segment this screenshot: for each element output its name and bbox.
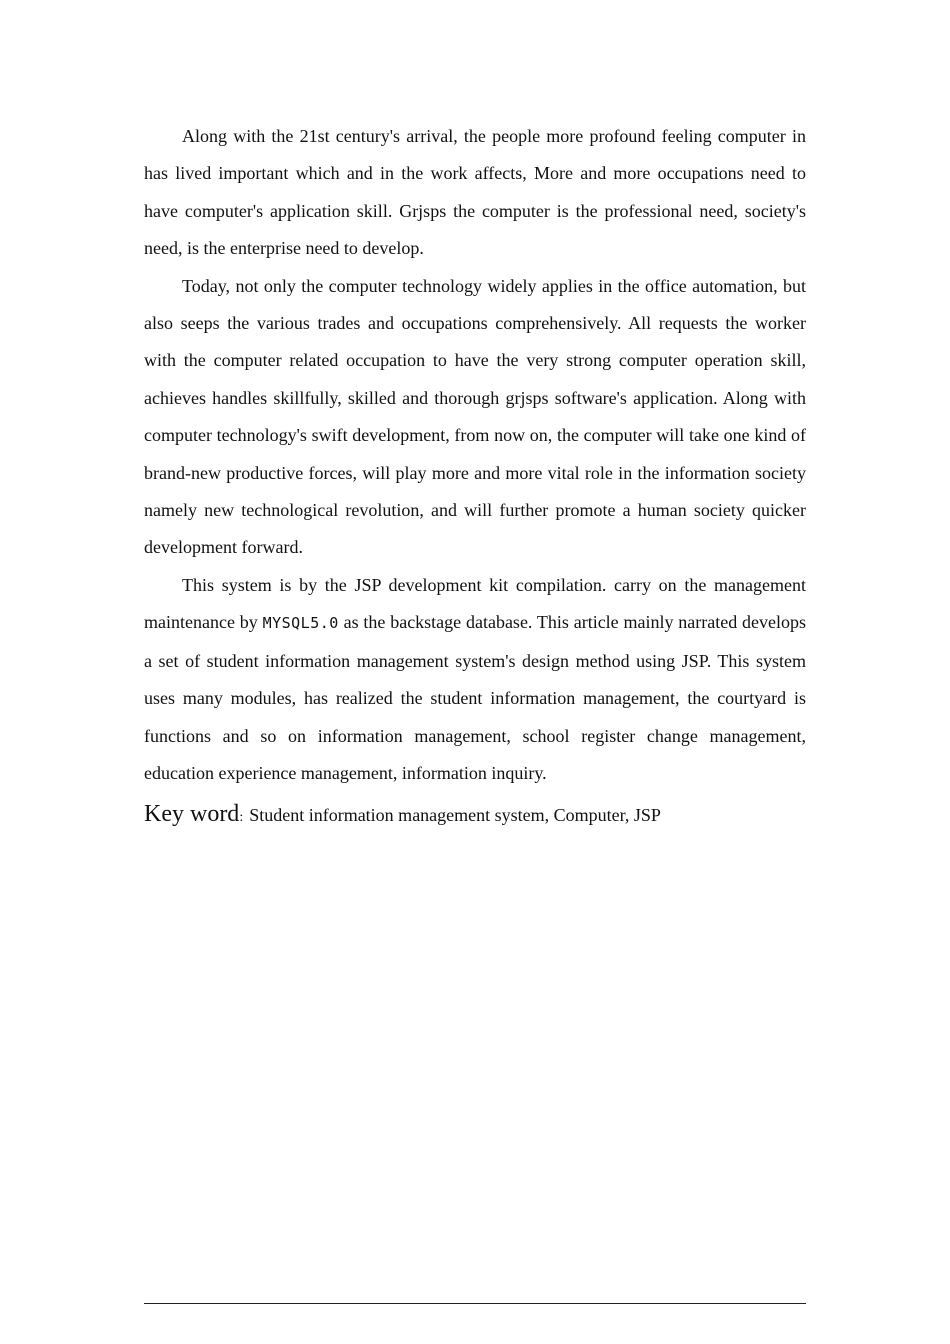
abstract-paragraph-1: Along with the 21st century's arrival, the people more profound feeling computer in has lived important which and in the work affects, More and more occupations need to have computer's application skill. Grjsps the computer is the professional need, society's need, is the enterprise need to develop. xyxy=(144,126,806,259)
keywords-colon: : xyxy=(239,810,244,826)
abstract-paragraph-3 xyxy=(144,567,806,792)
paragraph-3-text-before: This system is by the JSP development kit compilation. carry on the management maintenance by xyxy=(144,574,806,633)
paragraph-3-text-after: as the backstage database. This article mainly narrated develops a set of student information management system's design method using JSP. This system uses many modules, has realized the student information management, the courtyard is functions and so on information management, school register change management, education experience management, information inquiry. xyxy=(144,612,807,783)
keywords-value: Student information management system, Computer, JSP xyxy=(249,805,661,826)
keywords-label: Key word xyxy=(144,801,240,828)
abstract-body xyxy=(144,118,806,836)
database-version-text: MYSQL5.0 xyxy=(262,614,339,633)
footer-divider xyxy=(144,1303,806,1304)
keywords-line xyxy=(144,796,806,836)
abstract-paragraph-2: Today, not only the computer technology widely applies in the office automation, but also seeps the various trades and occupations comprehensively. All requests the worker with the computer related occupation to have the very strong computer operation skill, achieves handles skillfully, skilled and thorough grjsps software's application. Along with computer technology's swift development, from now on, the computer will take one kind of brand-new productive forces, will play more and more vital role in the information society namely new technological revolution, and will further promote a human society quicker development forward. xyxy=(144,275,806,558)
